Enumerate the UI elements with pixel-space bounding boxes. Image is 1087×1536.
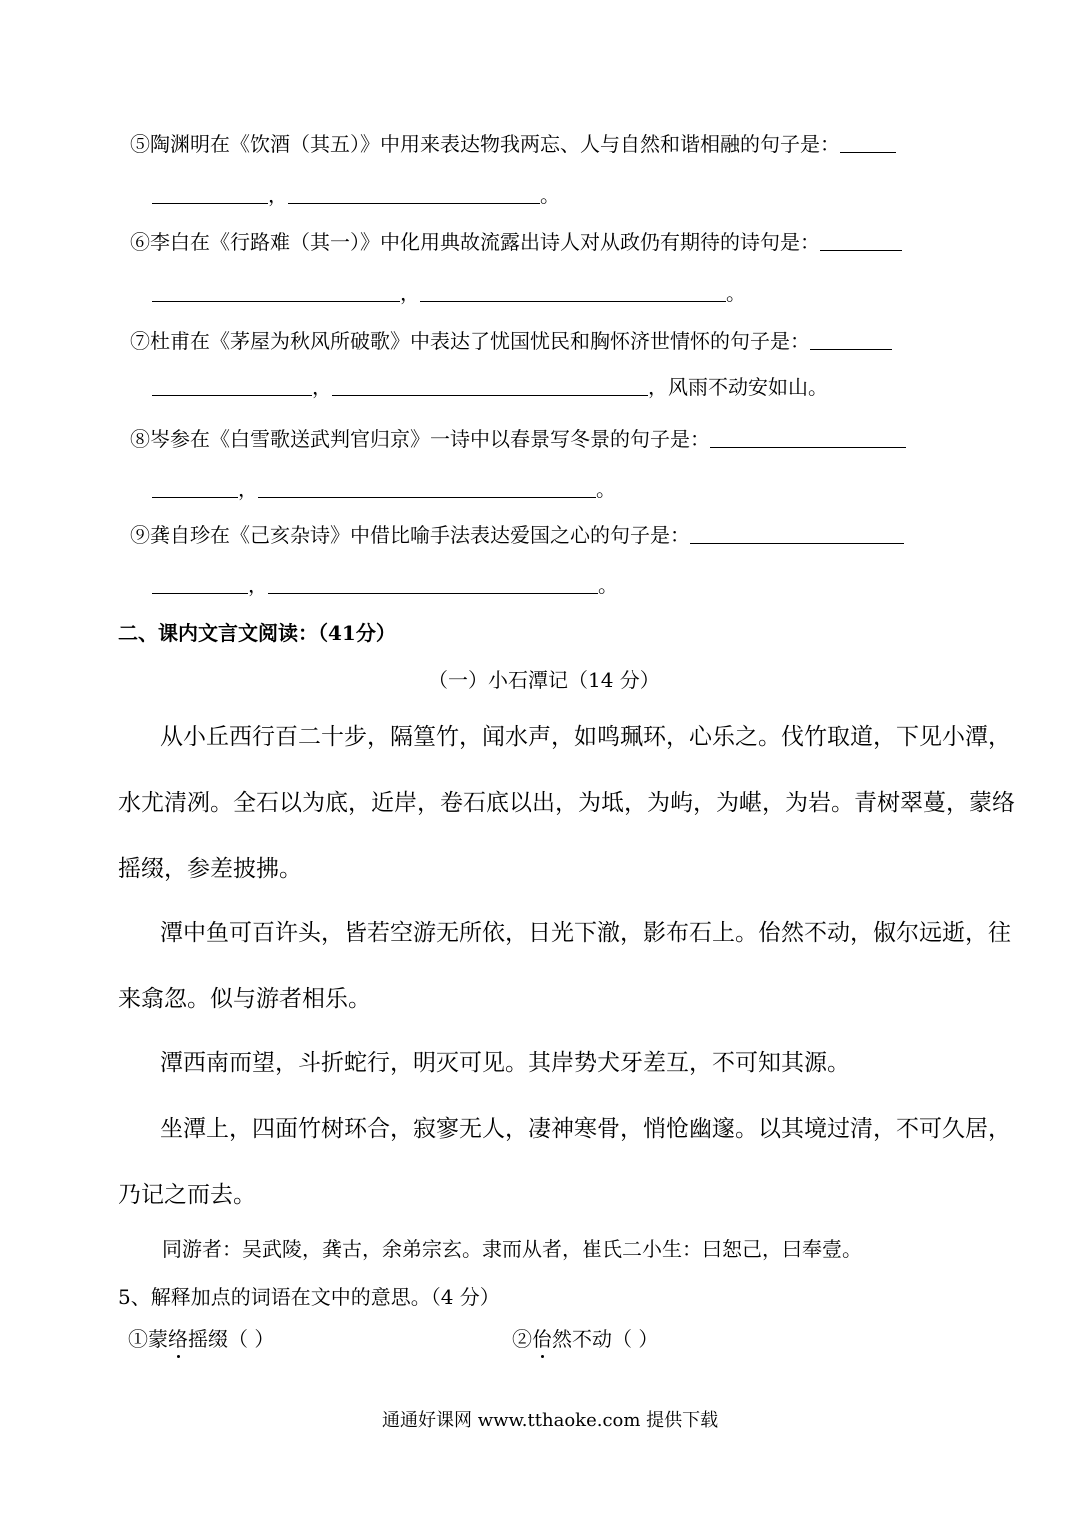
period: 。: [726, 281, 746, 305]
question-9-answer-line: [152, 572, 618, 598]
companions-note: 同游者：吴武陵，龚古，余弟宗玄。隶而从者，崔氏二小生：曰恕己，曰奉壹。: [162, 1237, 862, 1261]
passage-line: 潭西南而望，斗折蛇行，明灭可见。其岸势犬牙差互，不可知其源。: [160, 1050, 850, 1076]
comma: ，: [268, 183, 288, 207]
vocab-item-2: [512, 1326, 658, 1352]
answer-blank: [332, 375, 648, 396]
passage-line: 从小丘西行百二十步，隔篁竹，闻水声，如鸣珮环，心乐之。伐竹取道，下见小潭，: [160, 724, 1011, 750]
question-5: [130, 131, 896, 157]
question-prompt: ⑤陶渊明在《饮酒（其五）》中用来表达物我两忘、人与自然和谐相融的句子是：: [130, 132, 840, 156]
question-5-vocab: 5、解释加点的词语在文中的意思。（4 分）: [118, 1285, 500, 1309]
answer-blank: [268, 573, 598, 594]
comma: ，: [248, 573, 268, 597]
period: 。: [540, 183, 560, 207]
passage-line: 乃记之而去。: [118, 1182, 256, 1208]
period: 。: [598, 573, 618, 597]
answer-blank: [820, 230, 902, 251]
passage-line: 水尤清冽。全石以为底，近岸，卷石底以出，为坻，为屿，为嵁，为岩。青树翠蔓，蒙络: [118, 790, 1015, 816]
passage-line: 坐潭上，四面竹树环合，寂寥无人，凄神寒骨，悄怆幽邃。以其境过清，不可久居，: [160, 1116, 1011, 1142]
answer-blank: [258, 477, 596, 498]
passage-line: 潭中鱼可百许头，皆若空游无所依，日光下澈，影布石上。佁然不动，俶尔远逝，往: [160, 920, 1011, 946]
answer-blank: [288, 183, 540, 204]
comma: ，: [312, 375, 332, 399]
passage-line: 摇缀，参差披拂。: [118, 856, 302, 882]
passage-title: （一）小石潭记（14 分）: [428, 668, 660, 692]
question-prompt: ⑥李白在《行路难（其一）》中化用典故流露出诗人对从政仍有期待的诗句是：: [130, 230, 820, 254]
section-heading: 二、课内文言文阅读：（41分）: [118, 621, 396, 645]
question-9: [130, 522, 904, 548]
comma: ，: [238, 477, 258, 501]
answer-blank: [152, 573, 248, 594]
item-text: 摇缀: [188, 1327, 228, 1351]
passage-line: 来翕忽。似与游者相乐。: [118, 986, 371, 1012]
question-6-answer-line: [152, 280, 746, 306]
question-8-answer-line: [152, 476, 616, 502]
page-footer: 通通好课网 www.tthaoke.com 提供下载: [382, 1410, 719, 1431]
question-7: [130, 328, 892, 354]
question-prompt: ⑨龚自珍在《己亥杂诗》中借比喻手法表达爱国之心的句子是：: [130, 523, 690, 547]
dotted-character: 佁: [532, 1327, 552, 1351]
question-7-answer-line: [152, 374, 828, 400]
answer-blank: [690, 523, 904, 544]
answer-blank: [152, 375, 312, 396]
comma: ，: [400, 281, 420, 305]
answer-blank: [152, 281, 400, 302]
question-5-answer-line: [152, 182, 560, 208]
dotted-character: 络: [168, 1327, 188, 1351]
vocab-item-1: [128, 1326, 274, 1352]
answer-blank: [420, 281, 726, 302]
answer-blank: [810, 329, 892, 350]
question-prompt: ⑧岑参在《白雪歌送武判官归京》一诗中以春景写冬景的句子是：: [130, 427, 710, 451]
answer-blank: [152, 183, 268, 204]
answer-blank: [710, 427, 906, 448]
item-text: 然不动: [552, 1327, 612, 1351]
item-number: ②: [512, 1327, 532, 1351]
question-6: [130, 229, 902, 255]
answer-parentheses: （ ）: [228, 1327, 275, 1351]
answer-blank: [840, 132, 896, 153]
item-text: 蒙: [148, 1327, 168, 1351]
period: 。: [596, 477, 616, 501]
answer-parentheses: （ ）: [612, 1327, 659, 1351]
question-prompt: ⑦杜甫在《茅屋为秋风所破歌》中表达了忧国忧民和胸怀济世情怀的句子是：: [130, 329, 810, 353]
question-8: [130, 426, 906, 452]
answer-blank: [152, 477, 238, 498]
question-7-tail: ，风雨不动安如山。: [648, 375, 828, 399]
item-number: ①: [128, 1327, 148, 1351]
